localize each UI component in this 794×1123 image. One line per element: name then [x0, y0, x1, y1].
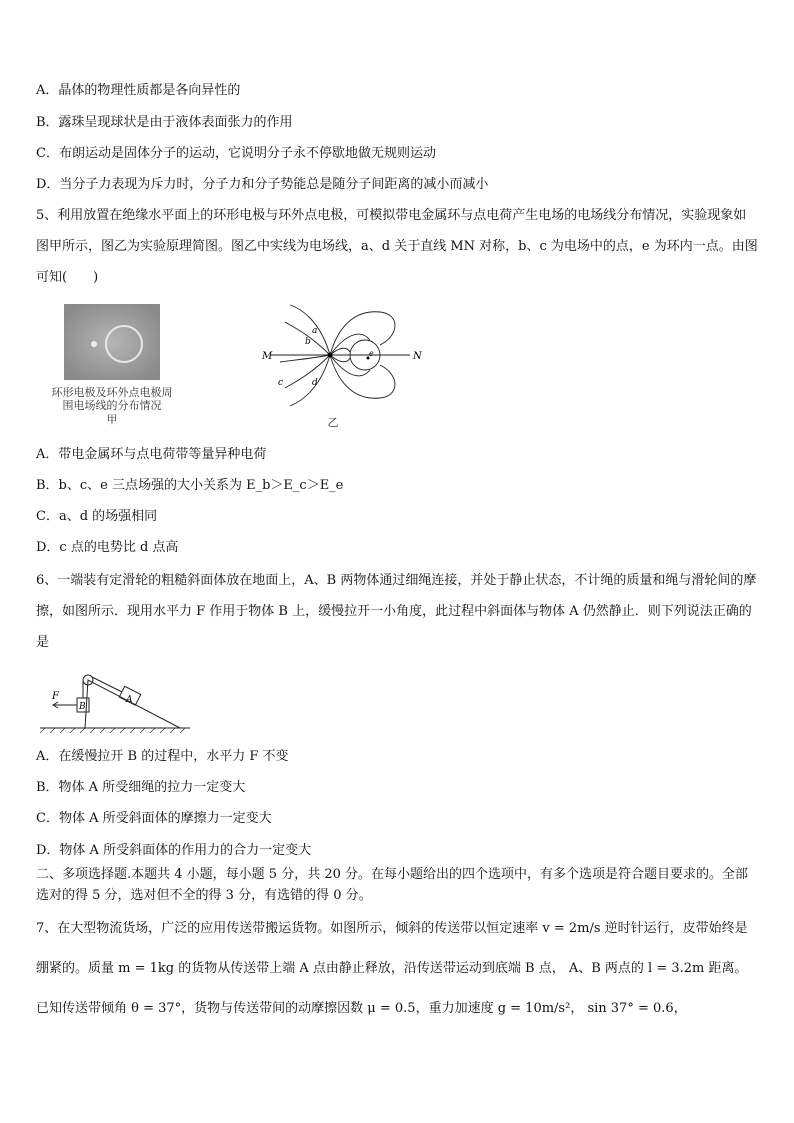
q6-option-a: A．在缓慢拉开 B 的过程中，水平力 F 不变 — [36, 749, 289, 764]
q5-option-b: B．b、c、e 三点场强的大小关系为 E_b＞E_c＞E_e — [36, 478, 344, 493]
label-e: e — [369, 349, 374, 358]
q6-option-b: B．物体 A 所受细绳的拉力一定变大 — [36, 780, 246, 795]
figure-jia-photo — [64, 304, 160, 380]
figure-yi-label: 乙 — [327, 416, 339, 429]
q5-stem: 5、利用放置在绝缘水平面上的环形电极与环外点电极，可模拟带电金属环与点电荷产生电场的电场线分布情况，实验现象如图甲所示，图乙为实验原理简图。图乙中实线为电场线，a、d 关于直线 MN 对称，b、c 为电场中的点，e 为环内一点。由图可知( ) — [36, 208, 758, 285]
q4-option-d: D．当分子力表现为斥力时，分子力和分子势能总是随分子间距离的减小而减小 — [36, 177, 489, 192]
q7-stem: 7、在大型物流货场，广泛的应用传送带搬运货物。如图所示，倾斜的传送带以恒定速率 v = 2m/s 逆时针运行，皮带始终是绷紧的。质量 m = 1kg 的货物从传送带上端 A 点由静止释放，沿传送带运动到底端 B 点， A、B 两点的 l = 3.2m 距离。已知传送带倾角 θ = 37°，货物与传送带间的动摩擦因数 μ = 0.5，重力加速度 g = 10m/s²， sin 37° = 0.6， — [36, 921, 748, 1016]
figure-jia-caption: 环形电极及环外点电极周围电场线的分布情况 — [51, 386, 173, 412]
label-b: b — [305, 337, 311, 347]
figure-yi-field-lines — [250, 300, 430, 414]
figure-q6-incline — [40, 668, 200, 734]
q5-option-c: C．a、d 的场强相同 — [36, 509, 158, 524]
label-m: M — [262, 351, 273, 362]
label-block-b: B — [79, 702, 86, 712]
q6-option-d: D．物体 A 所受斜面体的作用力的合力一定变大 — [36, 843, 312, 858]
q5-option-d: D．c 点的电势比 d 点高 — [36, 540, 179, 555]
q5-option-a: A．带电金属环与点电荷带等量异种电荷 — [36, 447, 267, 462]
q6-option-c: C．物体 A 所受斜面体的摩擦力一定变大 — [36, 811, 272, 826]
label-a: a — [312, 326, 318, 336]
label-block-a: A — [126, 695, 133, 705]
label-n: N — [413, 351, 422, 362]
q4-option-a: A．晶体的物理性质都是各向异性的 — [36, 83, 241, 98]
q6-stem: 6、一端装有定滑轮的粗糙斜面体放在地面上，A、B 两物体通过细绳连接，并处于静止状态，不计绳的质量和绳与滑轮间的摩擦，如图所示．现用水平力 F 作用于物体 B 上，缓慢拉开一小角度，此过程中斜面体与物体 A 仍然静止．则下列说法正确的是 — [36, 573, 757, 650]
q4-option-b: B．露珠呈现球状是由于液体表面张力的作用 — [36, 115, 293, 130]
q4-option-c: C．布朗运动是固体分子的运动，它说明分子永不停歇地做无规则运动 — [36, 146, 436, 161]
section2-heading: 二、多项选择题.本题共 4 小题，每小题 5 分，共 20 分。在每小题给出的四个选项中，有多个选项是符合题目要求的。全部选对的得 5 分，选对但不全的得 3 分，有选错的得 0 分。 — [36, 867, 749, 903]
label-f: F — [52, 691, 59, 702]
label-d: d — [312, 378, 318, 388]
figure-jia-label: 甲 — [106, 413, 118, 426]
label-c: c — [278, 378, 284, 388]
